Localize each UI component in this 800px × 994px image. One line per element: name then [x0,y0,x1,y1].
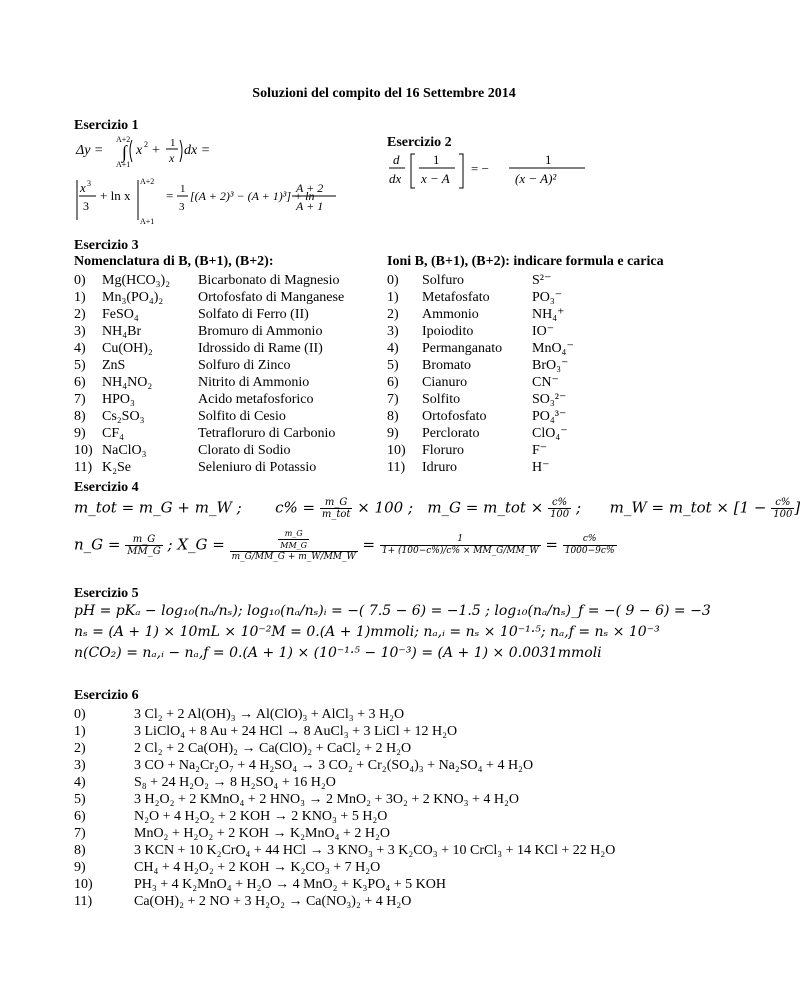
equation-item [74,757,533,774]
equation-text: N₂O + 4 H₂O₂ + 2 KOH → 2 KNO₃ + 5 H₂O [134,809,388,824]
equation-number: 6) [74,809,86,824]
item-formula: HPO₃ [102,392,135,407]
equation-item [74,842,615,859]
equation-number: 0) [74,707,86,722]
ion-name: Permanganato [422,341,503,356]
equation-text: 3 KCN + 10 K₂CrO₄ + 44 HCl → 3 KNO₃ + 3 K₂CO₃ + 10 CrCl₃ + 14 KCl + 22 H₂O [134,843,616,858]
item-name: Clorato di Sodio [198,443,291,458]
item-name: Nitrito di Ammonio [198,375,310,390]
item-number: 7) [74,392,86,407]
ion-formula: ClO₄⁻ [532,426,568,441]
es1-heading: Esercizio 1 [74,118,139,133]
es5-line2: nₛ = (A + 1) × 10mL × 10⁻²M = 0.(A + 1)mmoli; nₐ,ᵢ = nₛ × 10⁻¹·⁵; nₐ,f = nₛ × 10⁻³ [74,624,660,640]
equation-number: 4) [74,775,86,790]
ion-formula: MnO₄⁻ [532,341,574,356]
ion-formula: F⁻ [532,443,548,458]
ion-name: Perclorato [422,426,480,441]
svg-text:3: 3 [87,179,91,188]
ion-name: Solfuro [422,273,464,288]
equation-text: PH₃ + 4 K₂MnO₄ + H₂O → 4 MnO₂ + K₃PO₄ + 5 KOH [134,877,446,892]
ion-item [387,442,547,459]
equation-number: 7) [74,826,86,841]
svg-text:3: 3 [179,201,185,213]
equation-number: 1) [74,724,86,739]
item-number: 3) [74,324,86,339]
equation-text: 3 H₂O₂ + 2 KMnO₄ + 2 HNO₃ → 2 MnO₂ + 3O₂ + 2 KNO₃ + 4 H₂O [134,792,519,807]
es4-line1: m_tot = m_G + m_W ; c% = $\frac{m\_G}{\text{m\_tot}}$ × 100 ; m_G = m_tot × $\frac{c\%}{100}$ ; m_W = m_tot × [1 − $\frac{c\%}{100}$ ] [74,497,800,520]
item-name: Bicarbonato di Magnesio [198,273,340,288]
svg-text:3: 3 [83,199,89,213]
item-name: Solfuro di Zinco [198,358,291,373]
equation-text: CH₄ + 4 H₂O₂ + 2 KOH → K₂CO₃ + 7 H₂O [134,860,381,875]
item-formula: ZnS [102,358,126,373]
es6-heading: Esercizio 6 [74,688,139,703]
svg-text:+: + [152,143,160,158]
equation-text: 3 Cl₂ + 2 Al(OH)₃ → Al(ClO)₃ + AlCl₃ + 3 H₂O [134,707,405,722]
nomenclature-item [74,425,335,442]
svg-text:x: x [169,151,175,165]
item-name: Idrossido di Rame (II) [198,341,323,356]
ion-item [387,323,554,340]
item-number: 2) [74,307,86,322]
ion-formula: S²⁻ [532,273,552,288]
ion-formula: PO₄³⁻ [532,409,567,424]
item-number: 1) [74,290,86,305]
nomenclature-item [74,442,291,459]
item-name: Acido metafosforico [198,392,314,407]
es3-heading: Esercizio 3 [74,238,139,253]
nomenclature-item [74,340,323,357]
svg-text:1: 1 [545,152,552,167]
ion-item [387,340,574,357]
ion-name: Idruro [422,460,457,475]
ion-number: 2) [387,307,399,322]
svg-text:2: 2 [144,140,148,149]
ion-number: 7) [387,392,399,407]
nomenclature-item [74,357,291,374]
item-name: Ortofosfato di Manganese [198,290,345,305]
ion-item [387,357,568,374]
es3-right-title: Ioni B, (B+1), (B+2): indicare formula e carica [387,254,664,269]
svg-text:=: = [166,188,174,203]
ion-item [387,459,550,476]
ion-number: 8) [387,409,399,424]
item-number: 11) [74,460,93,475]
equation-item [74,859,380,876]
svg-text:A+2: A+2 [140,177,155,186]
ion-formula: IO⁻ [532,324,555,339]
item-number: 6) [74,375,86,390]
item-formula: Cu(OH)₂ [102,341,153,356]
ion-item [387,374,559,391]
ion-item [387,425,568,442]
ion-number: 10) [387,443,406,458]
equation-item [74,740,411,757]
ion-name: Metafosfato [422,290,490,305]
integral-sign: ∫ [122,142,127,162]
item-number: 0) [74,273,86,288]
equation-item [74,876,446,893]
equation-text: Ca(OH)₂ + 2 NO + 3 H₂O₂ → Ca(NO₃)₂ + 4 H₂O [134,894,412,909]
svg-text:x: x [80,180,86,195]
item-formula: FeSO₄ [102,307,139,322]
equation-item [74,706,404,723]
ion-name: Ortofosfato [422,409,487,424]
es2-formula [385,150,625,194]
es1-dx: dx = [184,143,211,158]
equation-item [74,774,336,791]
equation-item [74,808,387,825]
svg-text:x: x [136,143,143,158]
equation-number: 8) [74,843,86,858]
equation-item [74,825,390,842]
es3-left-title: Nomenclatura di B, (B+1), (B+2): [74,254,274,269]
es1-lhs: Δy = [76,143,104,158]
equation-text: 3 CO + Na₂Cr₂O₇ + 4 H₂SO₄ → 3 CO₂ + Cr₂(SO₄)₃ + Na₂SO₄ + 4 H₂O [134,758,534,773]
nomenclature-item [74,459,316,476]
item-name: Seleniuro di Potassio [198,460,317,475]
ion-item [387,306,565,323]
item-number: 10) [74,443,93,458]
ion-formula: NH₄⁺ [532,307,565,322]
ion-number: 6) [387,375,399,390]
equation-number: 5) [74,792,86,807]
item-formula: K₂Se [102,460,131,475]
item-number: 9) [74,426,86,441]
es5-line1: pH = pKₐ − log₁₀(nₐ/nₛ); log₁₀(nₐ/nₛ)ᵢ = −( 7.5 − 6) = −1.5 ; log₁₀(nₐ/nₛ)_f = −( 9 − 6) = −3 [74,603,711,619]
es1-formula [74,132,344,228]
svg-text:A + 1: A + 1 [296,199,324,213]
svg-text:A + 2: A + 2 [296,181,324,195]
ion-number: 4) [387,341,399,356]
equation-number: 9) [74,860,86,875]
nomenclature-item [74,374,309,391]
ion-number: 5) [387,358,399,373]
svg-text:dx: dx [389,171,402,186]
item-formula: Mn₃(PO₄)₂ [102,290,164,305]
svg-text:1: 1 [170,137,176,149]
svg-text:1: 1 [433,152,440,167]
equation-number: 2) [74,741,86,756]
item-name: Solfito di Cesio [198,409,286,424]
ion-name: Ipoiodito [422,324,474,339]
svg-text:(x − A)²: (x − A)² [515,171,557,186]
svg-text:A+1: A+1 [140,217,155,226]
nomenclature-item [74,306,309,323]
ion-item [387,408,566,425]
page-title: Soluzioni del compito del 16 Settembre 2014 [252,86,516,101]
item-name: Solfato di Ferro (II) [198,307,309,322]
ion-name: Floruro [422,443,464,458]
item-number: 5) [74,358,86,373]
es4-line2: n_G = $\frac{m\_G}{MM\_G}$ ; X_G = $\frac{\frac{m\_G}{MM\_G}}{m\_G/MM\_G + m\_W/MM\_W}$ = $\frac{1}{1+ (100-c\%)/c\% \times MM\_G/MM\_W}$ = $\frac{c\%}{1000-9c\%}$ [74,529,615,562]
ion-item [387,272,551,289]
ion-name: Cianuro [422,375,468,390]
equation-text: MnO₂ + H₂O₂ + 2 KOH → K₂MnO₄ + 2 H₂O [134,826,390,841]
nomenclature-item [74,272,340,289]
equation-number: 11) [74,894,93,909]
item-formula: CF₄ [102,426,125,441]
ion-number: 3) [387,324,399,339]
ion-item [387,391,566,408]
item-name: Bromuro di Ammonio [198,324,323,339]
equation-number: 3) [74,758,86,773]
ion-formula: BrO₃⁻ [532,358,569,373]
es1-lower: A+1 [116,160,131,169]
es5-heading: Esercizio 5 [74,586,139,601]
svg-text:x − A: x − A [421,171,450,186]
es4-heading: Esercizio 4 [74,480,139,495]
item-number: 4) [74,341,86,356]
ion-number: 1) [387,290,399,305]
item-formula: NH₄Br [102,324,142,339]
ion-item [387,289,562,306]
equation-item [74,723,457,740]
equation-text: S₈ + 24 H₂O₂ → 8 H₂SO₄ + 16 H₂O [134,775,336,790]
equation-item [74,893,411,910]
svg-text:+ ln x: + ln x [100,188,131,203]
item-formula: NH₄NO₂ [102,375,153,390]
svg-text:d: d [393,152,400,167]
ion-number: 0) [387,273,399,288]
es1-upper: A+2 [116,135,131,144]
item-name: Tetrafloruro di Carbonio [198,426,336,441]
nomenclature-item [74,323,322,340]
nomenclature-item [74,391,313,408]
ion-formula: PO₃⁻ [532,290,563,305]
item-number: 8) [74,409,86,424]
es5-line3: n(CO₂) = nₐ,ᵢ − nₐ,f = 0.(A + 1) × (10⁻¹·⁵ − 10⁻³) = (A + 1) × 0.0031mmoli [74,645,602,661]
item-formula: NaClO₃ [102,443,147,458]
ion-name: Bromato [422,358,471,373]
ion-name: Ammonio [422,307,479,322]
item-formula: Cs₂SO₃ [102,409,145,424]
ion-formula: H⁻ [532,460,550,475]
ion-formula: SO₃²⁻ [532,392,567,407]
es2-heading: Esercizio 2 [387,135,452,150]
svg-text:= −: = − [471,161,489,176]
svg-text:1: 1 [180,183,186,195]
ion-number: 9) [387,426,399,441]
item-formula: Mg(HCO₃)₂ [102,273,171,288]
equation-text: 3 LiClO₄ + 8 Au + 24 HCl → 8 AuCl₃ + 3 LiCl + 12 H₂O [134,724,458,739]
equation-text: 2 Cl₂ + 2 Ca(OH)₂ → Ca(ClO)₂ + CaCl₂ + 2 H₂O [134,741,412,756]
ion-name: Solfito [422,392,461,407]
equation-item [74,791,519,808]
equation-number: 10) [74,877,93,892]
nomenclature-item [74,408,286,425]
ion-number: 11) [387,460,406,475]
nomenclature-item [74,289,344,306]
svg-text:[(A + 2)³ − (A + 1)³] + ln: [(A + 2)³ − (A + 1)³] + ln [190,189,315,203]
ion-formula: CN⁻ [532,375,559,390]
